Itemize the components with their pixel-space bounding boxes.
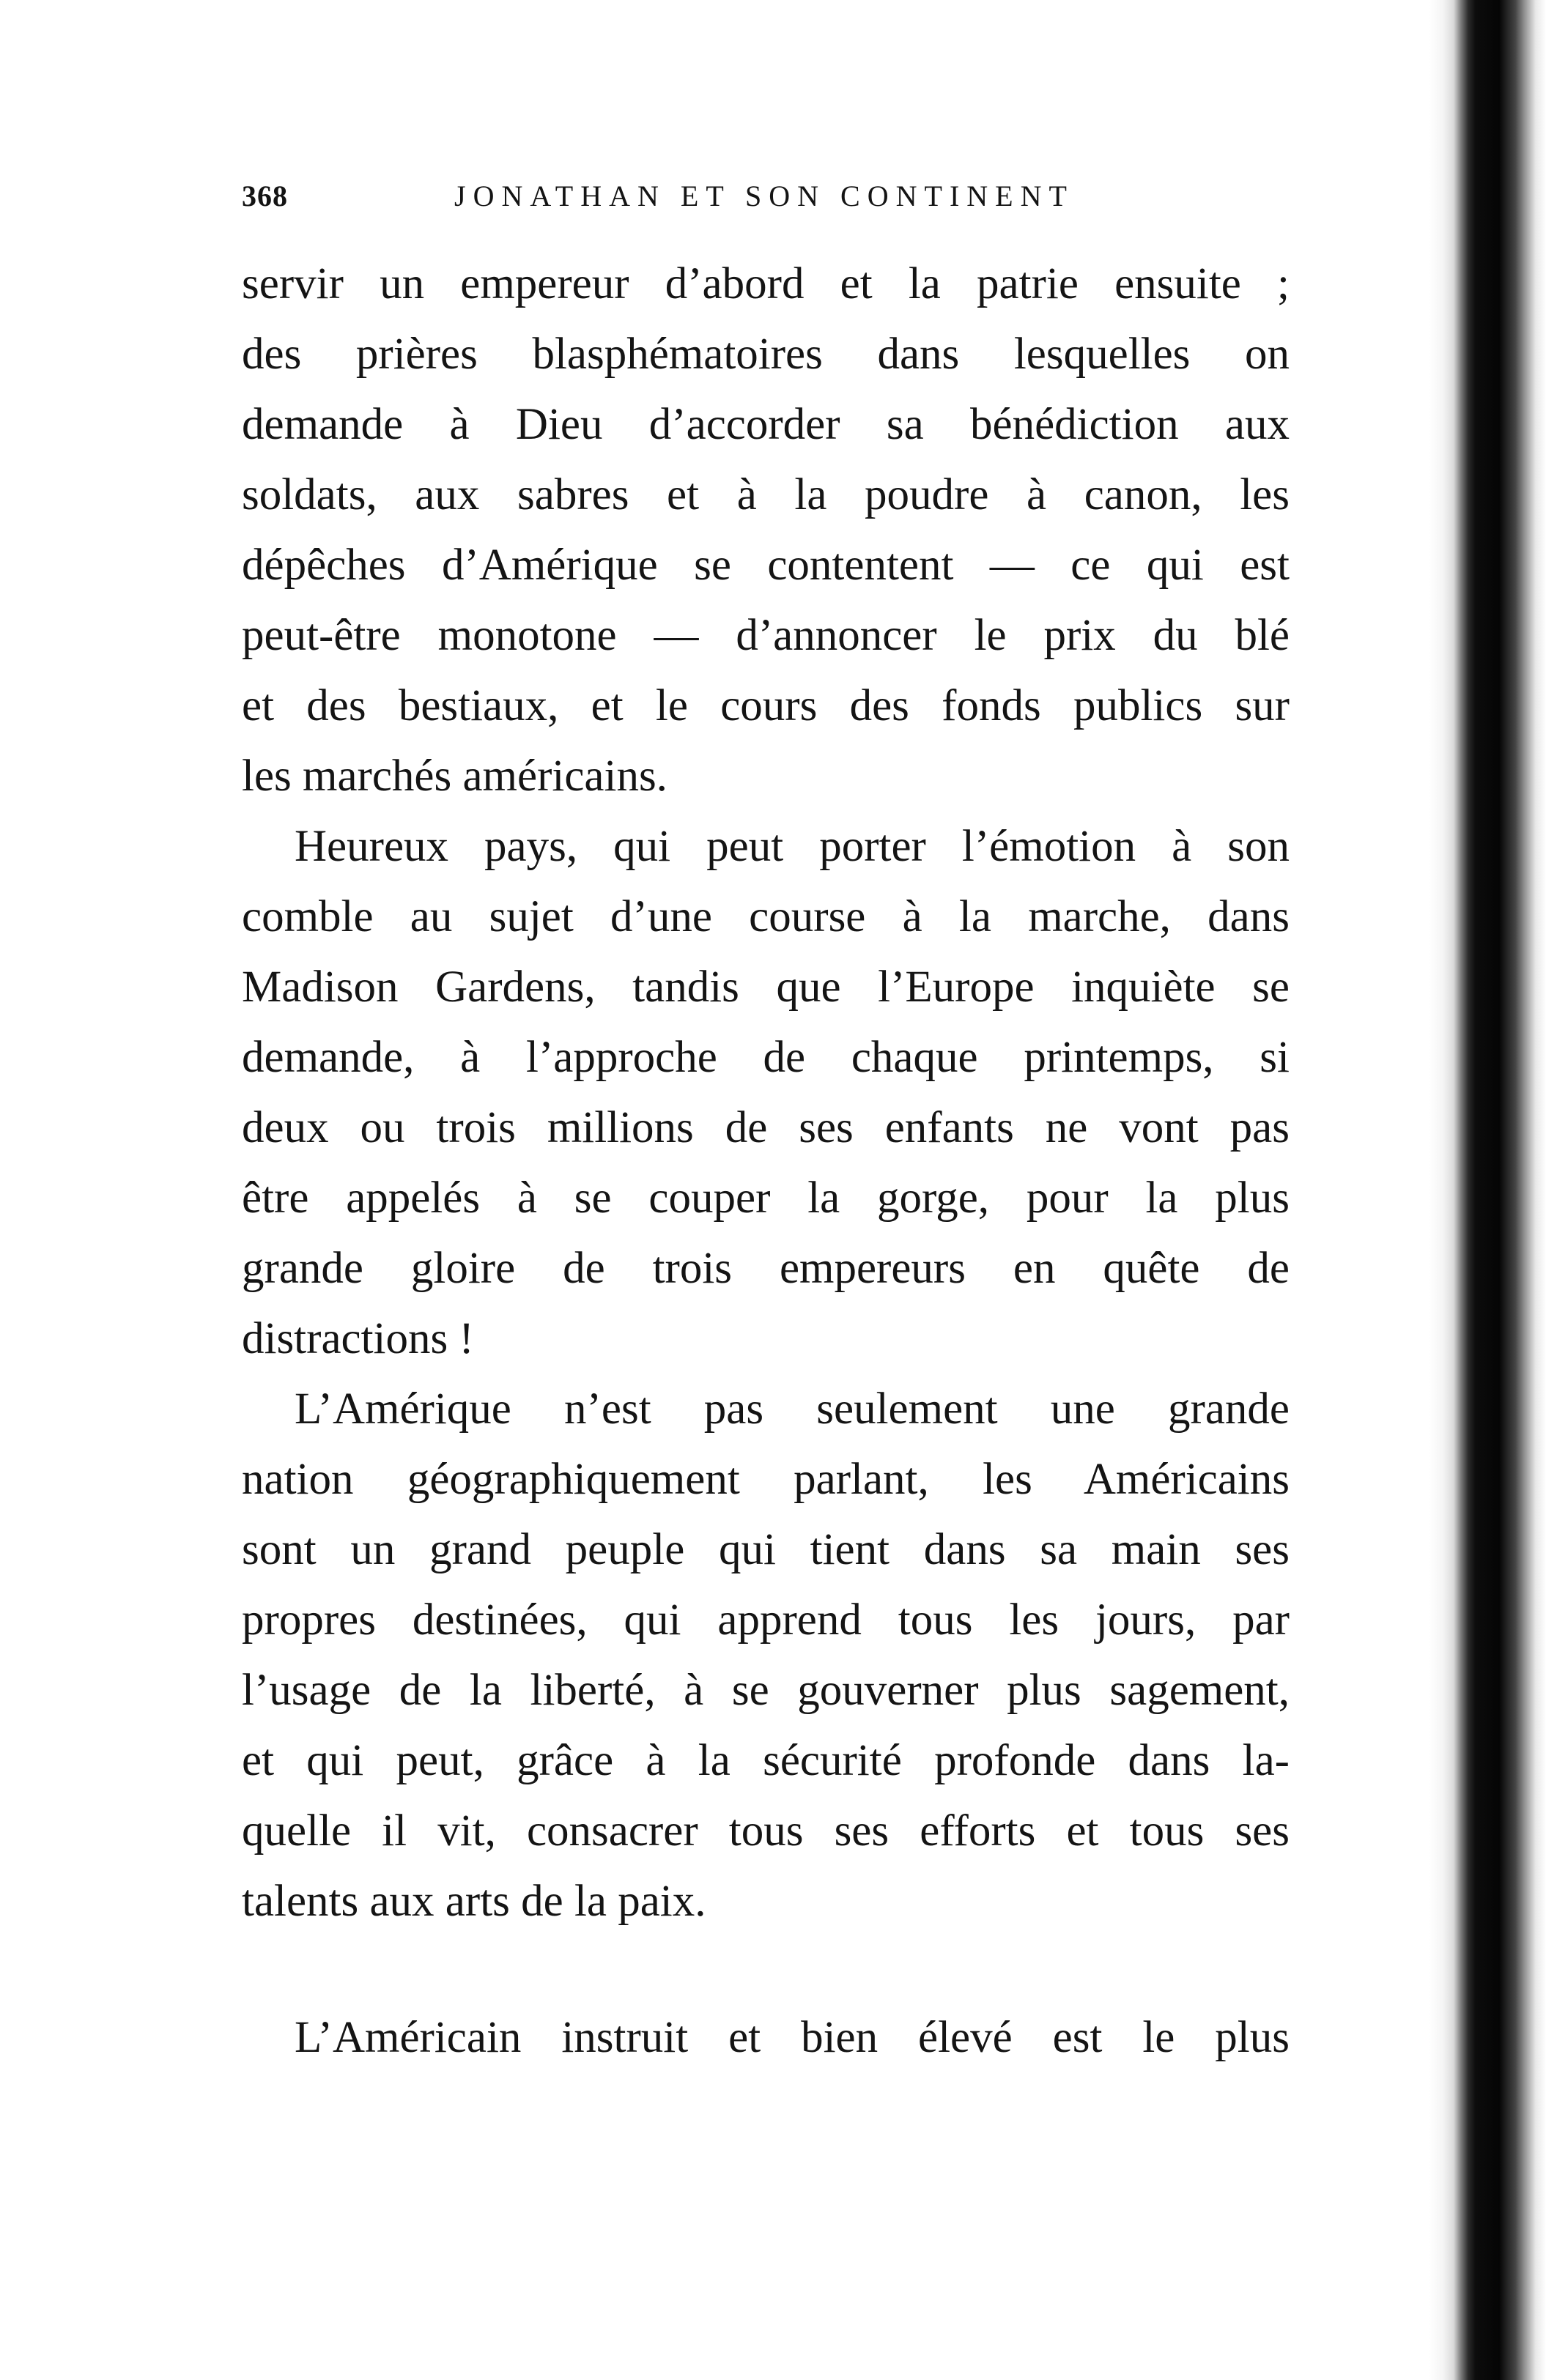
text-line: Heureux pays, qui peut porter l’émotion à son bbox=[295, 822, 1290, 871]
paragraph-1 bbox=[242, 249, 1290, 812]
text-line: dépêches d’Amérique se contentent — ce qui est bbox=[242, 541, 1290, 590]
text-line: l’usage de la liberté, à se gouverner plus sagement, bbox=[242, 1666, 1290, 1715]
text-line: distractions ! bbox=[242, 1314, 474, 1363]
page-number: 368 bbox=[242, 179, 288, 212]
text-line: demande à Dieu d’accorder sa bénédiction aux bbox=[242, 400, 1290, 449]
text-line: être appelés à se couper la gorge, pour la plus bbox=[242, 1174, 1290, 1223]
text-line: les marchés américains. bbox=[242, 752, 667, 801]
paragraph-2 bbox=[242, 812, 1290, 1374]
text-line: demande, à l’approche de chaque printemps, si bbox=[242, 1033, 1290, 1082]
text-line: comble au sujet d’une course à la marche, dans bbox=[242, 892, 1290, 941]
text-line: peut-être monotone — d’annoncer le prix du blé bbox=[242, 611, 1290, 660]
text-line: des prières blasphématoires dans lesquelles on bbox=[242, 330, 1290, 379]
paragraph-3 bbox=[242, 1374, 1290, 1937]
page-header bbox=[242, 179, 1121, 223]
text-line: quelle il vit, consacrer tous ses efforts et tous ses bbox=[242, 1806, 1290, 1856]
text-line: sont un grand peuple qui tient dans sa main ses bbox=[242, 1525, 1290, 1574]
text-line: et qui peut, grâce à la sécurité profonde dans la- bbox=[242, 1736, 1290, 1785]
text-line: grande gloire de trois empereurs en quête de bbox=[242, 1244, 1290, 1293]
text-line: propres destinées, qui apprend tous les jours, par bbox=[242, 1595, 1290, 1645]
text-line: nation géographiquement parlant, les Américains bbox=[242, 1455, 1290, 1504]
text-line: deux ou trois millions de ses enfants ne vont pas bbox=[242, 1103, 1290, 1152]
text-line: L’Amérique n’est pas seulement une grande bbox=[295, 1384, 1290, 1434]
binding-edge bbox=[1429, 0, 1546, 2380]
text-line: soldats, aux sabres et à la poudre à canon, les bbox=[242, 470, 1290, 519]
section-break bbox=[242, 1937, 1290, 2003]
paragraph-4 bbox=[242, 2003, 1290, 2073]
text-line: et des bestiaux, et le cours des fonds publics sur bbox=[242, 681, 1290, 730]
text-line: talents aux arts de la paix. bbox=[242, 1877, 706, 1926]
running-title: JONATHAN ET SON CONTINENT bbox=[454, 179, 1074, 212]
text-line: L’Américain instruit et bien élevé est le plus bbox=[295, 2013, 1290, 2062]
text-line: Madison Gardens, tandis que l’Europe inquiète se bbox=[242, 963, 1290, 1012]
text-line: servir un empereur d’abord et la patrie ensuite ; bbox=[242, 259, 1290, 308]
body-text bbox=[242, 249, 1290, 2073]
